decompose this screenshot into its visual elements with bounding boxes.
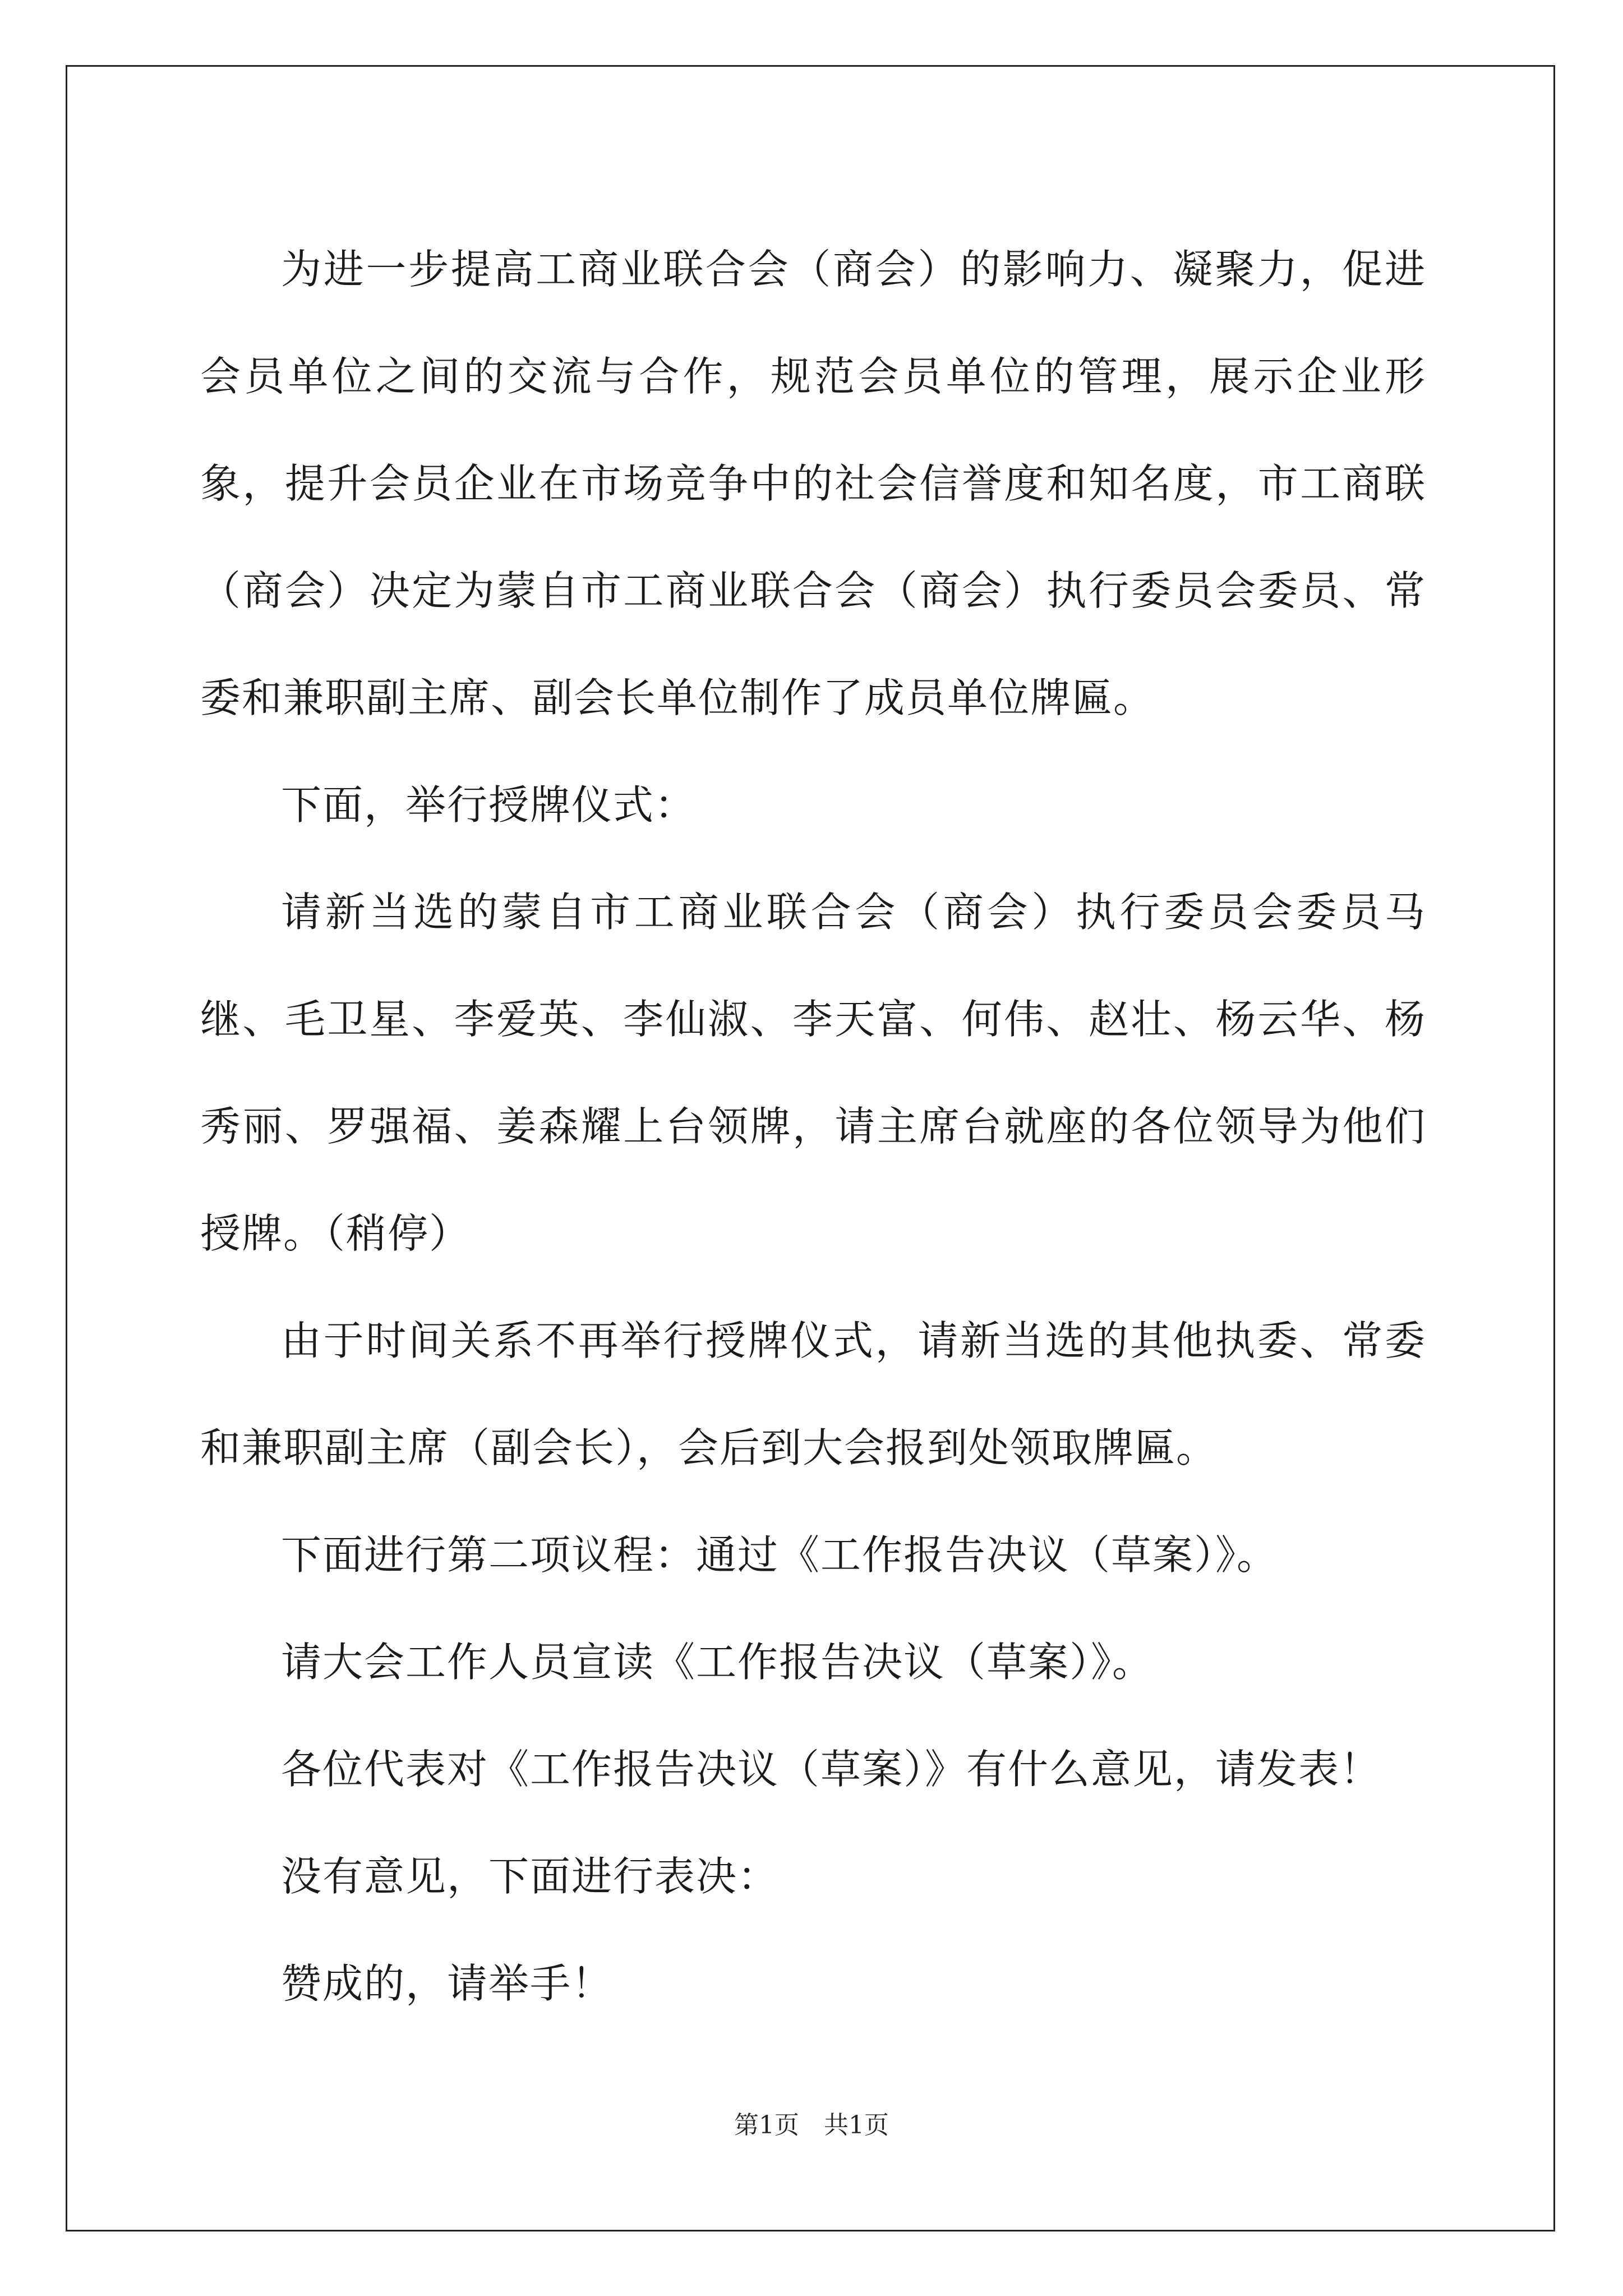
paragraph: 请新当选的蒙自市工商业联合会（商会）执行委员会委员马继、毛卫星、李爱英、李仙淑、李天富、何伟、赵壮、杨云华、杨秀丽、罗强福、姜森耀上台领牌，请主席台就座的各位领导为他们授牌。（稍停） [200, 889, 1426, 1257]
paragraph: 请大会工作人员宣读《工作报告决议（草案）》。 [281, 1639, 1154, 1686]
paragraph: 赞成的，请举手！ [281, 1960, 614, 2007]
paragraph: 由于时间关系不再举行授牌仪式，请新当选的其他执委、常委和兼职副主席（副会长），会后到大会报到处领取牌匾。 [200, 1317, 1426, 1471]
paragraph: 没有意见，下面进行表决： [281, 1853, 780, 1900]
paragraph: 下面，举行授牌仪式： [281, 781, 697, 829]
paragraph: 下面进行第二项议程：通过《工作报告决议（草案）》。 [281, 1531, 1279, 1579]
page-number-footer: 第1页 共1页 [734, 2111, 889, 2139]
paragraph: 各位代表对《工作报告决议（草案）》有什么意见，请发表！ [281, 1746, 1382, 1793]
document-body [200, 216, 1426, 2037]
paragraph: 为进一步提高工商业联合会（商会）的影响力、凝聚力，促进会员单位之间的交流与合作，规范会员单位的管理，展示企业形象，提升会员企业在市场竞争中的社会信誉度和知名度，市工商联（商会）决定为蒙自市工商业联合会（商会）执行委员会委员、常委和兼职副主席、副会长单位制作了成员单位牌匾。 [200, 246, 1426, 721]
